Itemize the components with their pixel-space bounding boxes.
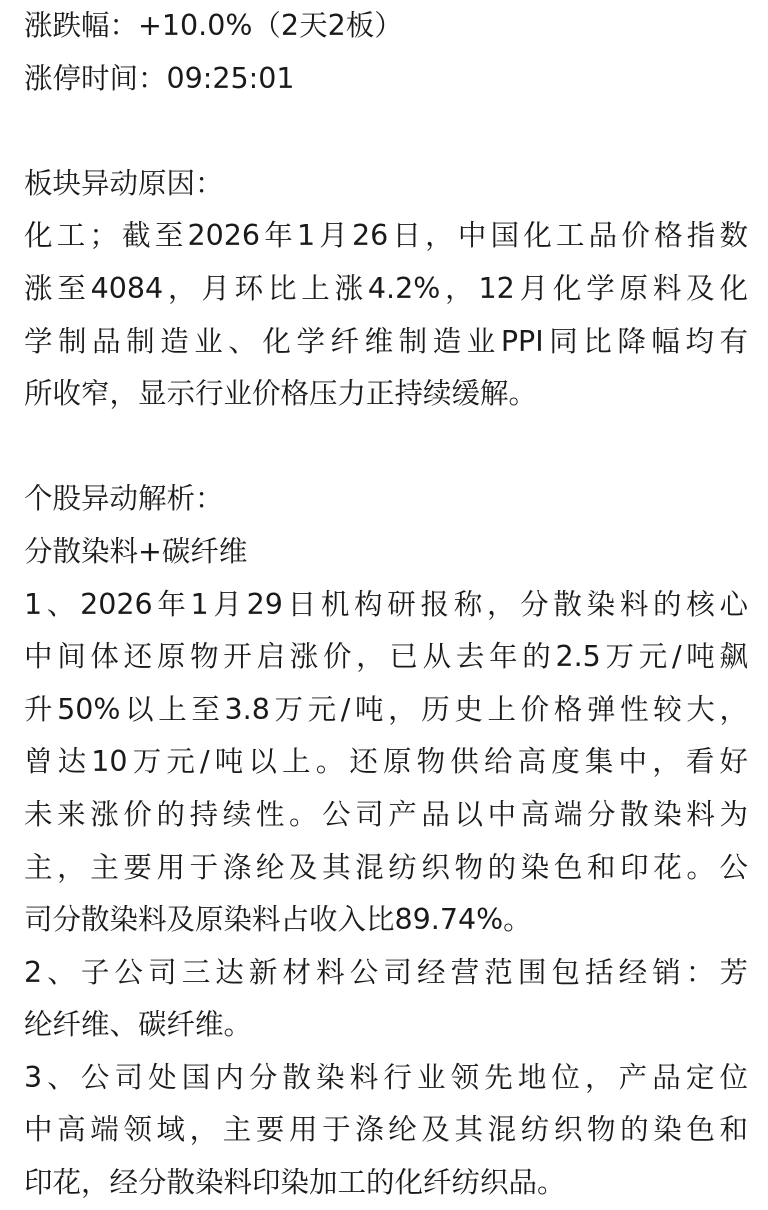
sector-line: 化工；截至2026年1月26日，中国化工品价格指数	[24, 219, 748, 253]
limit-time-value: 09:25:01	[166, 61, 295, 95]
analysis-line: 中高端领域，主要用于涤纶及其混纺织物的染色和	[24, 1113, 748, 1147]
analysis-heading: 个股异动解析：	[24, 482, 224, 516]
change-row	[24, 0, 748, 53]
analysis-line: 1、2026年1月29日机构研报称，分散染料的核心	[24, 587, 748, 621]
change-value: +10.0%（2天2板）	[138, 9, 403, 42]
analysis-line: 2、子公司三达新材料公司经营范围包括经销：芳	[24, 955, 748, 989]
analysis-line: 3、公司处国内分散染料行业领先地位，产品定位	[24, 1060, 748, 1094]
analysis-line: 纶纤维、碳纤维。	[24, 1008, 253, 1042]
article-body	[24, 0, 748, 1210]
analysis-line: 中间体还原物开启涨价，已从去年的2.5万元/吨飙	[24, 640, 748, 674]
analysis-line: 司分散染料及原染料占收入比89.74%。	[24, 903, 532, 937]
analysis-line: 未来涨价的持续性。公司产品以中高端分散染料为	[24, 797, 748, 831]
spacer	[24, 421, 748, 474]
analysis-theme: 分散染料+碳纤维	[24, 534, 248, 568]
spacer	[24, 105, 748, 158]
limit-time-row	[24, 53, 748, 106]
change-label: 涨跌幅：	[24, 9, 139, 42]
sector-line: 所收窄，显示行业价格压力正持续缓解。	[24, 377, 538, 411]
analysis-line: 曾达10万元/吨以上。还原物供给高度集中，看好	[24, 745, 748, 779]
limit-time-label: 涨停时间：	[24, 61, 167, 95]
analysis-line: 印花，经分散染料印染加工的化纤纺织品。	[24, 1166, 566, 1200]
sector-heading: 板块异动原因：	[24, 166, 224, 200]
analysis-line: 主，主要用于涤纶及其混纺织物的染色和印花。公	[24, 850, 748, 884]
sector-line: 涨至4084，月环比上涨4.2%，12月化学原料及化	[24, 271, 748, 305]
analysis-line: 升50%以上至3.8万元/吨，历史上价格弹性较大，	[24, 692, 748, 726]
sector-line: 学制品制造业、化学纤维制造业PPI同比降幅均有	[24, 324, 748, 358]
